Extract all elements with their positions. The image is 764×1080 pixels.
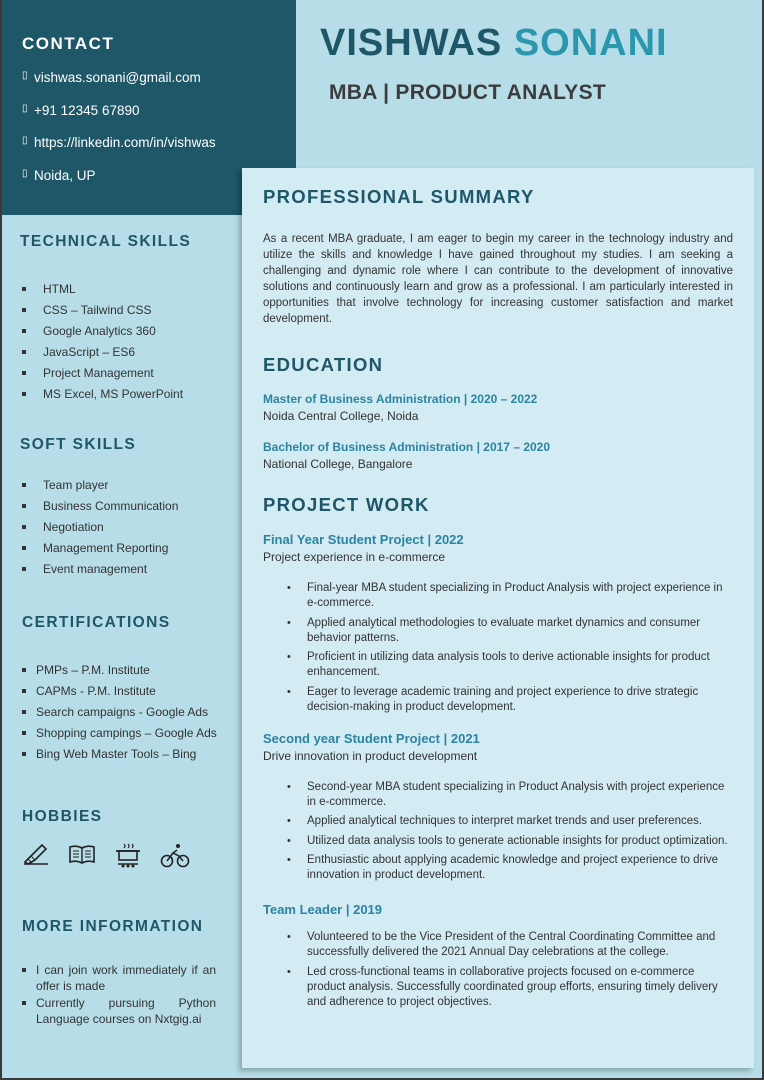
hobbies-heading: HOBBIES (22, 808, 103, 825)
list-item: • Applied analytical methodologies to evaluate market dynamics and consumer behavior patterns. (287, 616, 701, 644)
project-entry (263, 902, 733, 1010)
project-bullets (287, 930, 733, 1010)
bullet-icon (22, 287, 26, 291)
bullet-icon (22, 689, 26, 693)
bullet-icon: • (287, 685, 291, 698)
bullet-icon (22, 731, 26, 735)
bullet-icon (22, 710, 26, 714)
list-item: Team player (0, 474, 240, 495)
soft-skills-section (0, 436, 240, 579)
location-text: Noida, UP (34, 167, 96, 183)
list-item: Search campaigns - Google Ads (0, 701, 240, 722)
certifications-section (0, 614, 240, 764)
list-item: Shopping campings – Google Ads (0, 722, 240, 743)
education-entry (263, 392, 733, 423)
list-item: • Applied analytical techniques to interpret market trends and user preferences. (287, 815, 703, 827)
bullet-icon (22, 371, 26, 375)
main-panel (242, 168, 754, 1068)
list-item: Event management (0, 558, 240, 579)
bullet-icon (22, 483, 26, 487)
project-bullets (287, 780, 733, 884)
cycling-icon (160, 842, 188, 874)
list-item: Management Reporting (0, 537, 240, 558)
project-work-heading: PROJECT WORK (263, 494, 430, 515)
linkedin-text: https://linkedin.com/in/vishwas (34, 135, 216, 150)
cooking-icon (114, 842, 142, 874)
technical-skills-section (0, 233, 240, 404)
hobbies-section (0, 808, 240, 874)
candidate-role: MBA | PRODUCT ANALYST (329, 81, 607, 104)
certifications-heading: CERTIFICATIONS (22, 614, 171, 631)
list-item: • Final-year MBA student specializing in Product Analysis with project experience in e-commerce. (287, 582, 723, 609)
bullet-icon (22, 546, 26, 550)
list-item: Business Communication (0, 495, 240, 516)
phone-icon: ▯ (22, 102, 28, 114)
list-item: JavaScript – ES6 (0, 341, 240, 362)
list-item: Negotiation (0, 516, 240, 537)
bullet-icon (22, 308, 26, 312)
list-item: Google Analytics 360 (0, 320, 240, 341)
last-name: SONANI (513, 22, 668, 64)
bullet-icon: • (287, 854, 291, 866)
list-item: CAPMs - P.M. Institute (0, 680, 240, 701)
bullet-icon: • (287, 780, 291, 793)
first-name: VISHWAS (320, 22, 503, 64)
list-item: I can join work immediately if an offer is made (0, 962, 240, 994)
list-item: Project Management (0, 362, 240, 383)
book-icon (68, 842, 96, 874)
education-title: Bachelor of Business Administration | 2017 – 2020 (263, 440, 551, 454)
bullet-icon (22, 968, 26, 972)
more-info-heading: MORE INFORMATION (22, 918, 204, 935)
hobbies-icons (22, 842, 240, 874)
contact-heading: CONTACT (22, 34, 115, 53)
technical-skills-heading: TECHNICAL SKILLS (20, 233, 192, 250)
technical-skills-list (0, 278, 240, 404)
bullet-icon: • (287, 582, 291, 594)
bullet-icon (22, 392, 26, 396)
location-icon: ▯ (22, 167, 28, 179)
bullet-icon (22, 525, 26, 529)
education-entry (263, 440, 733, 471)
project-subtitle: Drive innovation in product development (263, 748, 478, 763)
more-info-list (0, 962, 240, 1027)
bullet-icon (22, 752, 26, 756)
project-bullets (287, 581, 733, 715)
project-subtitle: Project experience in e-commerce (263, 550, 446, 564)
bullet-icon (22, 567, 26, 571)
list-item: HTML (0, 278, 240, 299)
summary-heading: PROFESSIONAL SUMMARY (263, 186, 535, 207)
contact-linkedin[interactable] (22, 135, 274, 168)
list-item: • Second-year MBA student specializing in Product Analysis with project experience in e-commerce. (287, 780, 725, 808)
certifications-list (0, 659, 240, 764)
phone-text: +91 12345 67890 (34, 102, 140, 118)
bullet-icon (22, 668, 26, 672)
bullet-icon: • (287, 616, 291, 629)
contact-email[interactable] (22, 70, 274, 103)
list-item: MS Excel, MS PowerPoint (0, 383, 240, 404)
bullet-icon: • (287, 931, 291, 943)
bullet-icon: • (287, 651, 291, 663)
bullet-icon (22, 1001, 26, 1005)
contact-phone[interactable] (22, 103, 274, 136)
email-icon: ▯ (22, 70, 28, 81)
writing-icon (22, 842, 50, 874)
linkedin-icon: ▯ (22, 135, 28, 146)
bullet-icon (22, 329, 26, 333)
project-title: Second year Student Project | 2021 (263, 730, 480, 746)
list-item: CSS – Tailwind CSS (0, 299, 240, 320)
education-title: Master of Business Administration | 2020 – 2022 (263, 392, 538, 406)
more-info-section (0, 918, 240, 1028)
bullet-icon: • (287, 815, 291, 827)
project-title: Final Year Student Project | 2022 (263, 532, 464, 547)
bullet-icon (22, 350, 26, 354)
contact-location (22, 168, 274, 201)
list-item: Bing Web Master Tools – Bing (0, 743, 240, 764)
list-item: PMPs – P.M. Institute (0, 659, 240, 680)
bullet-icon (22, 504, 26, 508)
bullet-icon: • (287, 834, 291, 847)
bullet-icon: • (287, 965, 291, 978)
list-item: • Eager to leverage academic training and project experience to drive strategic decision-making in product development. (287, 685, 699, 713)
list-item: • Utilized data analysis tools to generate actionable insights for product optimization. (287, 834, 728, 847)
education-heading: EDUCATION (263, 354, 384, 375)
project-title: Team Leader | 2019 (263, 902, 383, 917)
candidate-name (320, 22, 668, 65)
project-entry (263, 532, 733, 715)
list-item: • Enthusiastic about applying academic knowledge and project experience to drive innovation in product development. (287, 854, 719, 881)
education-school: National College, Bangalore (263, 457, 413, 471)
summary-text: As a recent MBA graduate, I am eager to begin my career in the technology industry and utilize the skills and knowledge I have gained throughout my studies. I am seeking a challenging and dynamic role where I can contribute to the development of innovative solutions and continuously learn and grow as a professional. I am particularly interested in opportunities that involve technology for increasing customer satisfaction and market development. (263, 233, 733, 325)
list-item: • Volunteered to be the Vice President of the Central Coordinating Committee and successfully delivered the 2021 Annual Day celebrations at the college. (287, 931, 716, 958)
education-school: Noida Central College, Noida (263, 409, 419, 423)
list-item: • Proficient in utilizing data analysis tools to derive actionable insights for product enhancement. (287, 651, 710, 678)
list-item: Currently pursuing Python Language courses on Nxtgig.ai (0, 995, 240, 1027)
email-text: vishwas.sonani@gmail.com (34, 70, 201, 85)
project-entry (263, 731, 733, 884)
soft-skills-heading: SOFT SKILLS (20, 436, 137, 453)
soft-skills-list (0, 474, 240, 579)
list-item: • Led cross-functional teams in collaborative projects focused on e-commerce product analysis. Successfully coordinated group efforts, ensuring timely delivery and adherence to project objectives. (287, 965, 718, 1008)
